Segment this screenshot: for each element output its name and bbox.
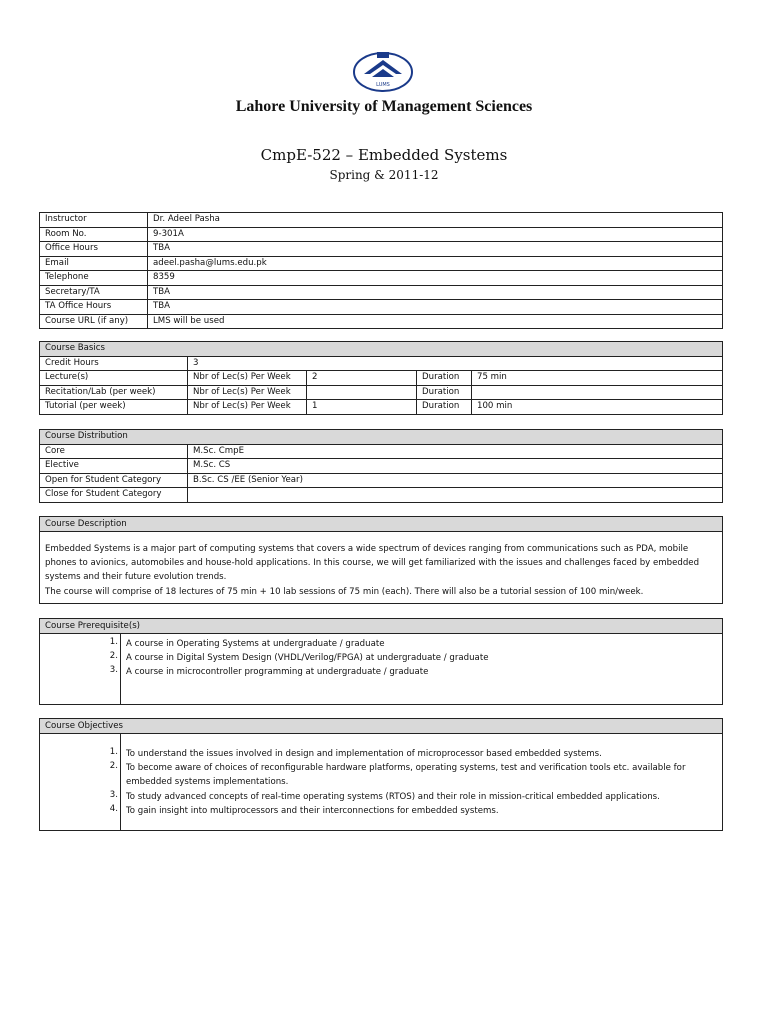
item-text: A course in microcontroller programming at undergraduate / graduate (126, 667, 429, 677)
info-row (40, 314, 723, 329)
item-number: 1. (109, 747, 118, 757)
course-prerequisites-heading: Course Prerequisite(s) (40, 619, 722, 634)
table-cell (472, 385, 723, 400)
table-cell: Core (40, 444, 188, 459)
info-row (40, 300, 723, 315)
info-row (40, 213, 723, 228)
table-cell: 9-301A (148, 227, 723, 242)
table-cell: Duration (417, 400, 472, 415)
info-row (40, 256, 723, 271)
table-cell: Dr. Adeel Pasha (148, 213, 723, 228)
table-cell: Recitation/Lab (per week) (40, 385, 188, 400)
info-row (40, 242, 723, 257)
course-objectives-heading: Course Objectives (40, 719, 722, 734)
description-body (40, 532, 722, 599)
table-cell: Instructor (40, 213, 148, 228)
item-text: To become aware of choices of reconfigurable hardware platforms, operating systems, test and verification tools etc. available for embedded systems implementations. (126, 763, 686, 788)
table-cell: Elective (40, 459, 188, 474)
table-cell: LMS will be used (148, 314, 723, 329)
description-paragraph: Embedded Systems is a major part of computing systems that covers a wide spectrum of devices ranging from communications such as PDA, mobile phones to avionics, automobiles and house-hold applications. In this course, we will get familiarized with the issues and challenges faced by embedded systems and their future evolution trends. (45, 544, 700, 583)
course-description-heading: Course Description (40, 517, 722, 532)
basics-row (40, 400, 723, 415)
info-row (40, 271, 723, 286)
svg-text:LUMS: LUMS (376, 82, 390, 88)
distribution-row (40, 488, 723, 503)
item-number: 2. (109, 761, 118, 771)
table-cell: Email (40, 256, 148, 271)
table-cell: Course URL (if any) (40, 314, 148, 329)
table-cell: 75 min (472, 371, 723, 386)
instructor-info-table (39, 212, 723, 329)
distribution-row (40, 473, 723, 488)
basics-row (40, 371, 723, 386)
table-cell: 8359 (148, 271, 723, 286)
table-cell: Secretary/TA (40, 285, 148, 300)
info-row (40, 285, 723, 300)
item-number: 1. (109, 637, 118, 647)
semester: Spring & 2011-12 (329, 168, 439, 182)
item-text: A course in Operating Systems at undergraduate / graduate (126, 639, 385, 649)
course-basics-heading: Course Basics (40, 342, 723, 357)
table-cell: Tutorial (per week) (40, 400, 188, 415)
table-cell: Nbr of Lec(s) Per Week (188, 385, 307, 400)
table-cell: Close for Student Category (40, 488, 188, 503)
course-distribution-table (39, 429, 723, 503)
table-cell: 1 (307, 400, 417, 415)
table-cell: adeel.pasha@lums.edu.pk (148, 256, 723, 271)
course-description-section (39, 516, 723, 604)
table-cell: 3 (188, 356, 723, 371)
item-number: 2. (109, 651, 118, 661)
table-cell: 2 (307, 371, 417, 386)
item-number: 3. (109, 790, 118, 800)
table-cell: Duration (417, 385, 472, 400)
table-cell: TBA (148, 242, 723, 257)
basics-row (40, 356, 723, 371)
table-cell: TBA (148, 285, 723, 300)
item-text: To gain insight into multiprocessors and their interconnections for embedded systems. (126, 806, 499, 816)
item-text: To study advanced concepts of real-time operating systems (RTOS) and their role in mission-critical embedded applications. (126, 792, 660, 802)
table-cell: Office Hours (40, 242, 148, 257)
table-cell (188, 488, 723, 503)
course-prerequisites-section (39, 618, 723, 705)
course-objectives-section (39, 718, 723, 831)
table-cell: TBA (148, 300, 723, 315)
item-number: 3. (109, 665, 118, 675)
table-cell: M.Sc. CS (188, 459, 723, 474)
basics-row (40, 385, 723, 400)
table-cell: B.Sc. CS /EE (Senior Year) (188, 473, 723, 488)
table-cell: Nbr of Lec(s) Per Week (188, 400, 307, 415)
table-cell: Nbr of Lec(s) Per Week (188, 371, 307, 386)
lums-logo (352, 44, 414, 94)
course-distribution-heading: Course Distribution (40, 430, 723, 445)
table-cell: Open for Student Category (40, 473, 188, 488)
table-cell: M.Sc. CmpE (188, 444, 723, 459)
university-name: Lahore University of Management Sciences (235, 98, 533, 115)
item-text: To understand the issues involved in design and implementation of microprocessor based embedded systems. (126, 749, 602, 759)
table-row (40, 430, 723, 445)
item-text: A course in Digital System Design (VHDL/Verilog/FPGA) at undergraduate / graduate (126, 653, 489, 663)
table-cell: Duration (417, 371, 472, 386)
table-cell: 100 min (472, 400, 723, 415)
table-cell: Credit Hours (40, 356, 188, 371)
table-cell (307, 385, 417, 400)
course-title: CmpE-522 – Embedded Systems (260, 146, 508, 164)
description-paragraph: The course will comprise of 18 lectures of 75 min + 10 lab sessions of 75 min (each). There will also be a tutorial session of 100 min/week. (45, 586, 644, 597)
table-cell: Telephone (40, 271, 148, 286)
course-basics-table (39, 341, 723, 415)
info-row (40, 227, 723, 242)
table-row (40, 342, 723, 357)
table-cell: TA Office Hours (40, 300, 148, 315)
item-number: 4. (109, 804, 118, 814)
table-cell: Lecture(s) (40, 371, 188, 386)
distribution-row (40, 444, 723, 459)
table-cell: Room No. (40, 227, 148, 242)
distribution-row (40, 459, 723, 474)
